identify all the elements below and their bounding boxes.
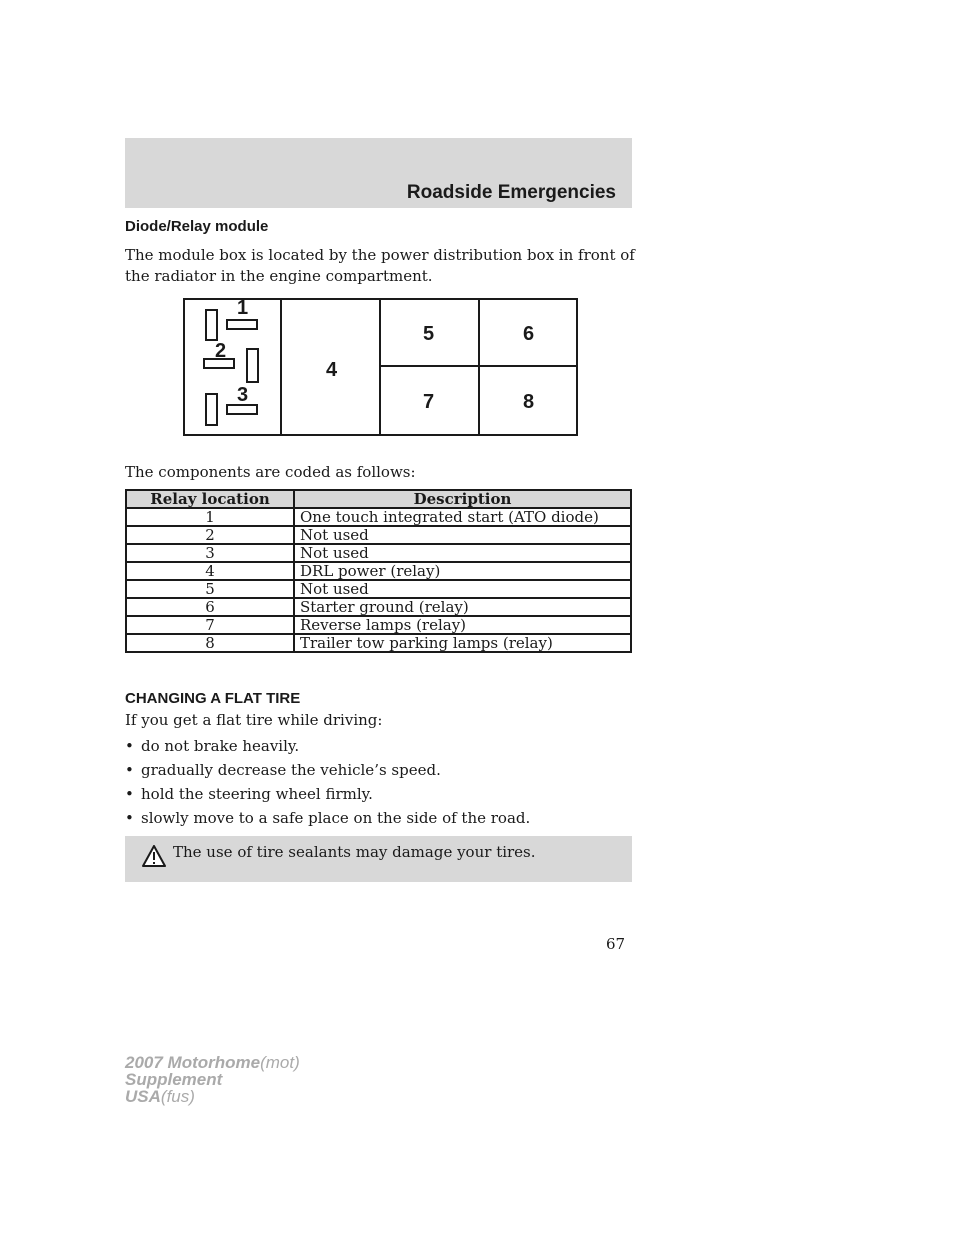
diagram-label-8: 8 [523, 391, 535, 413]
flat-tire-bullet-list [125, 736, 530, 832]
bullet-icon: • [125, 737, 134, 755]
relay-description-cell: One touch integrated start (ATO diode) [294, 508, 631, 526]
relay-location-cell: 6 [126, 598, 294, 616]
module-location-text: The module box is located by the power distribution box in front of the radiator in the engine compartment. [125, 246, 635, 285]
table-row [126, 580, 631, 598]
table-row [126, 508, 631, 526]
column-header-description: Description [294, 490, 631, 508]
relay-module-diagram [183, 298, 578, 436]
relay-location-cell: 8 [126, 634, 294, 652]
list-item [125, 808, 530, 832]
relay-location-cell: 2 [126, 526, 294, 544]
footer-market: USA [125, 1087, 161, 1106]
column-header-location: Relay location [126, 490, 294, 508]
table-row [126, 634, 631, 652]
list-item [125, 736, 530, 760]
table-row [126, 526, 631, 544]
bullet-text: gradually decrease the vehicle’s speed. [141, 761, 441, 779]
relay-description-cell: Starter ground (relay) [294, 598, 631, 616]
bullet-text: slowly move to a safe place on the side of the road. [141, 809, 531, 827]
diagram-label-3: 3 [237, 384, 249, 406]
relay-location-cell: 5 [126, 580, 294, 598]
footer-model-code: (mot) [260, 1053, 300, 1072]
diagram-label-6: 6 [523, 323, 535, 345]
section-title: Roadside Emergencies [406, 182, 616, 203]
relay-location-cell: 7 [126, 616, 294, 634]
list-item [125, 760, 530, 784]
diagram-label-5: 5 [423, 323, 435, 345]
table-row [126, 544, 631, 562]
coded-as-follows-text: The components are coded as follows: [125, 463, 416, 481]
diagram-label-4: 4 [326, 359, 338, 381]
diode-relay-heading: Diode/Relay module [125, 218, 269, 235]
flat-tire-intro: If you get a flat tire while driving: [125, 711, 383, 729]
relay-location-cell: 1 [126, 508, 294, 526]
relay-location-cell: 3 [126, 544, 294, 562]
relay-description-cell: Reverse lamps (relay) [294, 616, 631, 634]
bullet-icon: • [125, 761, 134, 779]
table-row [126, 616, 631, 634]
bullet-icon: • [125, 785, 134, 803]
table-row [126, 562, 631, 580]
list-item [125, 784, 530, 808]
diagram-label-2: 2 [215, 340, 227, 362]
table-row [126, 598, 631, 616]
bullet-text: do not brake heavily. [141, 737, 300, 755]
relay-description-cell: Not used [294, 580, 631, 598]
warning-text: The use of tire sealants may damage your tires. [173, 843, 536, 861]
relay-location-cell: 4 [126, 562, 294, 580]
bullet-icon: • [125, 809, 134, 827]
diagram-label-1: 1 [237, 298, 249, 319]
footer-edition [125, 1054, 300, 1105]
relay-description-cell: Trailer tow parking lamps (relay) [294, 634, 631, 652]
warning-box [125, 836, 632, 882]
footer-model: 2007 Motorhome [125, 1053, 261, 1072]
footer-market-code: (fus) [160, 1087, 195, 1106]
relay-description-cell: Not used [294, 526, 631, 544]
relay-description-cell: Not used [294, 544, 631, 562]
warning-triangle-icon [142, 845, 166, 867]
header-band [125, 138, 632, 208]
diagram-label-7: 7 [423, 391, 435, 413]
footer-supplement: Supplement [125, 1070, 223, 1089]
relay-table [125, 489, 632, 653]
flat-tire-heading: CHANGING A FLAT TIRE [125, 690, 301, 707]
relay-description-cell: DRL power (relay) [294, 562, 631, 580]
bullet-text: hold the steering wheel firmly. [141, 785, 373, 803]
table-header-row [126, 490, 631, 508]
page-number: 67 [606, 935, 626, 953]
